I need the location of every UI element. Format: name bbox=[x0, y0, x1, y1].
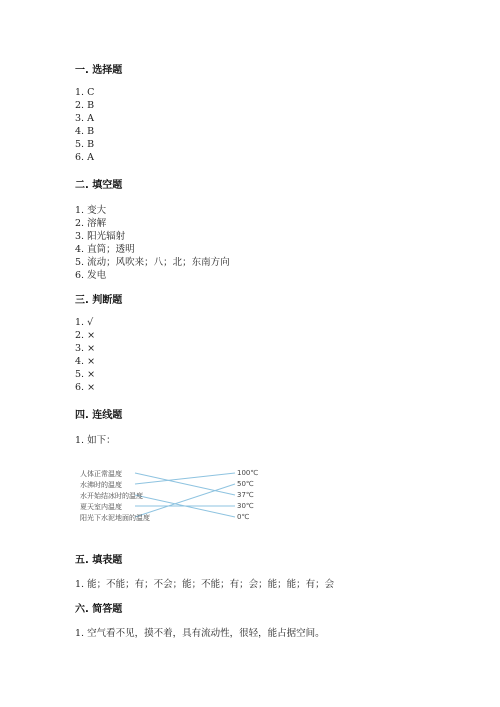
matching-left-item: 夏天室内温度 bbox=[80, 503, 122, 511]
answer-line: 4. × bbox=[75, 356, 96, 367]
matching-left-item: 水沸时的温度 bbox=[80, 481, 122, 489]
answer-line: 2. × bbox=[75, 330, 96, 341]
answer-line: 4. B bbox=[75, 126, 95, 137]
answer-line: 1. 空气看不见，摸不着，具有流动性，很轻，能占据空间。 bbox=[75, 628, 325, 639]
section-title-matching: 四. 连线题 bbox=[75, 410, 123, 421]
answer-line: 2. 溶解 bbox=[75, 218, 107, 229]
matching-right-item: 100℃ bbox=[237, 469, 259, 477]
answer-line: 1. 变大 bbox=[75, 205, 107, 216]
answer-line: 3. 阳光辐射 bbox=[75, 231, 126, 242]
answer-line: 1. 如下： bbox=[75, 435, 116, 446]
section-title-judge: 三. 判断题 bbox=[75, 295, 123, 306]
answer-line: 4. 直筒；透明 bbox=[75, 244, 135, 255]
matching-connector-line bbox=[135, 484, 235, 517]
answer-line: 6. × bbox=[75, 382, 96, 393]
answer-line: 6. A bbox=[75, 152, 94, 163]
answer-line: 5. × bbox=[75, 369, 96, 380]
answer-line: 1. C bbox=[75, 87, 95, 98]
matching-right-item: 50℃ bbox=[237, 480, 254, 488]
matching-right-item: 37℃ bbox=[237, 491, 254, 499]
answer-line: 1. 能；不能；有；不会；能；不能；有；会；能；能；有；会 bbox=[75, 579, 335, 590]
section-title-table: 五. 填表题 bbox=[75, 555, 123, 566]
section-title-fill: 二. 填空题 bbox=[75, 180, 123, 191]
matching-right-item: 30℃ bbox=[237, 502, 254, 510]
answer-line: 3. A bbox=[75, 113, 94, 124]
answer-line: 5. 流动；风吹来；八；北；东南方向 bbox=[75, 257, 230, 268]
matching-connector-line bbox=[135, 473, 235, 495]
matching-left-item: 水开始结冰时的温度 bbox=[80, 492, 143, 500]
answer-line: 5. B bbox=[75, 139, 95, 150]
section-title-short-answer: 六. 简答题 bbox=[75, 604, 123, 615]
answer-line: 6. 发电 bbox=[75, 270, 107, 281]
matching-left-item: 人体正常温度 bbox=[80, 470, 122, 478]
matching-connector-line bbox=[135, 473, 235, 484]
answer-line: 2. B bbox=[75, 100, 95, 111]
section-title-choice: 一. 选择题 bbox=[75, 65, 123, 76]
matching-diagram bbox=[80, 465, 265, 525]
matching-right-item: 0℃ bbox=[237, 513, 250, 521]
matching-left-item: 阳光下水泥地面的温度 bbox=[80, 514, 150, 522]
answer-line: 1. √ bbox=[75, 317, 94, 328]
answer-line: 3. × bbox=[75, 343, 96, 354]
